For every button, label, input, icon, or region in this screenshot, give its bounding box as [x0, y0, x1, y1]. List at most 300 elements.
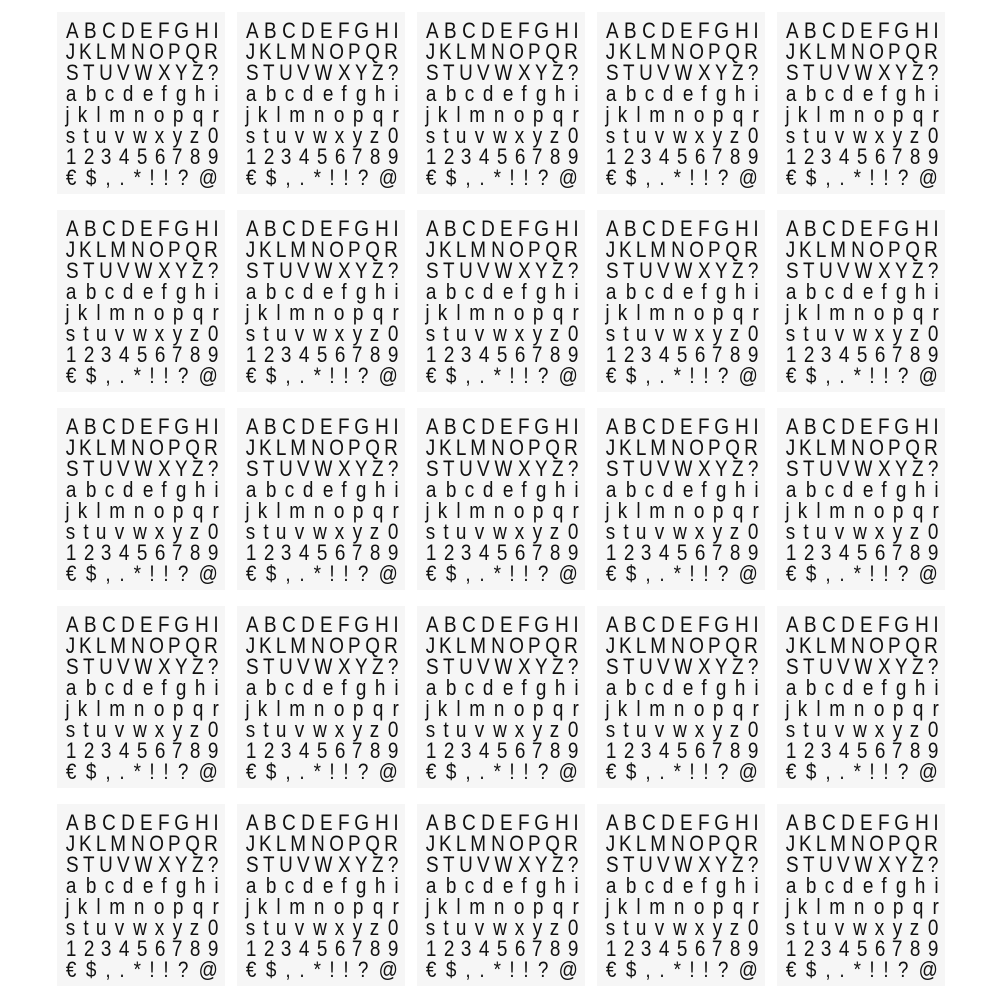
sticker-glyph: P — [708, 39, 721, 64]
sticker-glyph: V — [657, 654, 670, 679]
sticker-glyph: m — [289, 300, 305, 325]
sticker-glyph: r — [752, 498, 759, 523]
sticker-glyph: t — [442, 915, 449, 940]
sticker-glyph: a — [425, 477, 437, 502]
sticker-glyph: Z — [191, 60, 204, 85]
sticker-glyph: $ — [625, 363, 637, 388]
sticker-glyph: v — [654, 717, 665, 742]
sticker-glyph: e — [682, 81, 694, 106]
sticker-glyph: ? — [537, 561, 548, 586]
sticker-glyph: O — [688, 831, 704, 856]
sticker-glyph: K — [439, 237, 452, 262]
sticker-glyph: F — [877, 216, 890, 241]
sticker-glyph: $ — [625, 759, 637, 784]
sticker-glyph: w — [132, 519, 147, 544]
sticker-glyph: 2 — [83, 144, 95, 169]
sticker-glyph: 2 — [443, 342, 455, 367]
sticker-glyph: M — [290, 633, 307, 658]
sticker-glyph: u — [276, 915, 287, 940]
sticker-glyph: D — [300, 810, 315, 835]
sticker-glyph: j — [245, 894, 250, 919]
sticker-glyph: 4 — [479, 342, 490, 367]
sticker-glyph: J — [65, 435, 76, 460]
sticker-glyph: U — [99, 852, 113, 877]
sticker-glyph: F — [877, 810, 890, 835]
sticker-glyph: Y — [714, 852, 728, 877]
sticker-glyph: t — [802, 321, 809, 346]
sheet-row — [605, 917, 759, 938]
sticker-glyph: E — [859, 216, 873, 241]
sticker-glyph: u — [96, 717, 107, 742]
sticker-glyph: ! — [329, 759, 335, 784]
sticker-glyph: b — [85, 477, 96, 502]
sticker-glyph: w — [312, 519, 327, 544]
sticker-glyph: z — [729, 915, 740, 940]
sticker-glyph: 1 — [425, 540, 437, 565]
sticker-glyph: , — [105, 759, 111, 784]
sticker-glyph: Y — [354, 456, 368, 481]
sticker-glyph: e — [322, 477, 334, 502]
sticker-glyph: $ — [265, 165, 277, 190]
sticker-glyph: 3 — [461, 342, 472, 367]
sticker-glyph: 4 — [119, 936, 130, 961]
sticker-glyph: e — [862, 81, 874, 106]
sheet-row — [605, 614, 759, 635]
sticker-glyph: f — [161, 675, 168, 700]
sticker-glyph: € — [785, 165, 797, 190]
sticker-glyph: Q — [185, 633, 200, 658]
sticker-glyph: ! — [523, 561, 529, 586]
sticker-glyph: 9 — [207, 540, 219, 565]
sticker-glyph: z — [189, 519, 200, 544]
sticker-glyph: W — [854, 852, 873, 877]
sheet-row — [65, 125, 219, 146]
sticker-glyph: , — [465, 759, 471, 784]
sticker-glyph: p — [533, 102, 544, 127]
sticker-glyph: P — [888, 237, 901, 262]
sticker-glyph: ! — [883, 363, 889, 388]
sticker-glyph: y — [172, 915, 182, 940]
sticker-glyph: € — [245, 363, 257, 388]
sticker-glyph: G — [174, 810, 190, 835]
sticker-glyph: P — [348, 237, 361, 262]
sticker-glyph: V — [117, 852, 130, 877]
sticker-glyph: H — [194, 18, 209, 43]
sticker-glyph: H — [374, 612, 389, 637]
sticker-glyph: F — [877, 18, 890, 43]
sticker-glyph: 2 — [263, 342, 275, 367]
sticker-glyph: 3 — [281, 144, 292, 169]
sticker-glyph: r — [392, 498, 399, 523]
sticker-glyph: O — [688, 237, 704, 262]
sticker-glyph: M — [830, 435, 847, 460]
sticker-glyph: 6 — [694, 342, 705, 367]
sticker-glyph: $ — [265, 957, 277, 982]
sticker-glyph: 4 — [479, 540, 490, 565]
sticker-glyph: t — [262, 519, 269, 544]
sticker-glyph: 4 — [659, 144, 670, 169]
sticker-glyph: F — [157, 414, 170, 439]
sticker-glyph: e — [502, 81, 514, 106]
sticker-glyph: S — [606, 654, 619, 679]
sticker-glyph: p — [173, 102, 184, 127]
sticker-glyph: z — [549, 519, 560, 544]
sticker-glyph: f — [521, 873, 528, 898]
sticker-glyph: I — [213, 612, 219, 637]
sticker-glyph: 4 — [299, 144, 310, 169]
sticker-glyph: l — [635, 300, 641, 325]
sticker-glyph: s — [605, 123, 616, 148]
sticker-glyph: e — [322, 279, 334, 304]
sticker-glyph: H — [914, 216, 929, 241]
sheet-row — [785, 542, 939, 563]
sticker-glyph: . — [659, 165, 665, 190]
sticker-glyph: e — [142, 279, 154, 304]
sticker-glyph: B — [803, 216, 817, 241]
sheet-row — [425, 281, 579, 302]
sticker-glyph: m — [829, 894, 845, 919]
sticker-glyph: C — [101, 216, 116, 241]
sticker-glyph: b — [625, 675, 636, 700]
sticker-glyph: u — [816, 123, 827, 148]
sticker-glyph: o — [153, 894, 165, 919]
sticker-glyph: z — [189, 717, 200, 742]
sheet-row — [605, 146, 759, 167]
sticker-glyph: V — [477, 654, 490, 679]
sticker-glyph: J — [425, 237, 436, 262]
sticker-glyph: j — [785, 102, 790, 127]
sticker-glyph: e — [142, 873, 154, 898]
sticker-glyph: V — [297, 60, 310, 85]
sheet-row — [65, 542, 219, 563]
sheet-row — [425, 959, 579, 980]
sticker-glyph: y — [352, 123, 362, 148]
sticker-glyph: O — [688, 633, 704, 658]
sticker-glyph: R — [564, 237, 578, 262]
sticker-glyph: 0 — [207, 519, 219, 544]
sticker-glyph: w — [312, 321, 327, 346]
sheet-row — [425, 740, 579, 761]
sticker-glyph: h — [735, 675, 746, 700]
sticker-glyph: N — [490, 435, 505, 460]
sticker-glyph: S — [246, 258, 259, 283]
sticker-glyph: k — [617, 696, 628, 721]
sticker-glyph: t — [622, 717, 629, 742]
sticker-glyph: 5 — [856, 540, 868, 565]
sticker-glyph: F — [337, 216, 350, 241]
sticker-glyph: Y — [534, 258, 548, 283]
sticker-glyph: 6 — [154, 144, 165, 169]
sticker-glyph: w — [492, 717, 507, 742]
sheet-row — [785, 812, 939, 833]
sticker-sheet — [777, 408, 945, 590]
sticker-glyph: V — [297, 654, 310, 679]
sheet-row — [245, 83, 399, 104]
sticker-glyph: G — [714, 216, 730, 241]
sticker-glyph: z — [189, 915, 200, 940]
sticker-glyph: ! — [883, 759, 889, 784]
sticker-glyph: , — [285, 165, 291, 190]
sticker-glyph: N — [670, 237, 685, 262]
sticker-glyph: e — [142, 81, 154, 106]
sticker-glyph: 3 — [641, 342, 652, 367]
sticker-glyph: n — [134, 696, 145, 721]
sticker-glyph: A — [66, 810, 79, 835]
sticker-glyph: 3 — [821, 540, 832, 565]
sticker-glyph: V — [477, 60, 490, 85]
sticker-glyph: K — [619, 435, 632, 460]
sticker-glyph: f — [521, 477, 528, 502]
sticker-glyph: H — [734, 414, 749, 439]
sticker-glyph: t — [802, 123, 809, 148]
sticker-glyph: A — [606, 810, 619, 835]
sticker-glyph: ! — [869, 561, 875, 586]
sticker-glyph: f — [881, 873, 888, 898]
sticker-glyph: , — [105, 363, 111, 388]
sticker-glyph: i — [754, 873, 759, 898]
sticker-glyph: Y — [354, 654, 368, 679]
sticker-sheet — [597, 12, 765, 194]
sticker-glyph: G — [174, 216, 190, 241]
sticker-glyph: g — [175, 279, 187, 304]
sticker-glyph: T — [443, 60, 455, 85]
sheet-row — [65, 458, 219, 479]
sticker-glyph: W — [494, 456, 513, 481]
sheet-row — [785, 698, 939, 719]
sheet-row — [245, 260, 399, 281]
sticker-glyph: s — [425, 717, 436, 742]
sticker-glyph: , — [465, 957, 471, 982]
sticker-glyph: y — [172, 321, 182, 346]
sticker-glyph: k — [77, 498, 88, 523]
sheet-row — [785, 635, 939, 656]
sticker-glyph: C — [461, 612, 476, 637]
sticker-glyph: p — [533, 498, 544, 523]
sticker-glyph: U — [639, 654, 653, 679]
sticker-glyph: C — [821, 414, 836, 439]
sticker-glyph: l — [815, 894, 821, 919]
sticker-glyph: 7 — [532, 342, 543, 367]
sticker-glyph: J — [65, 237, 76, 262]
sticker-glyph: U — [639, 60, 653, 85]
sticker-glyph: ! — [343, 561, 349, 586]
sticker-glyph: J — [65, 831, 76, 856]
sticker-glyph: A — [426, 810, 439, 835]
sticker-glyph: k — [797, 894, 808, 919]
sticker-glyph: N — [850, 435, 865, 460]
sticker-glyph: W — [854, 60, 873, 85]
sticker-glyph: q — [372, 696, 384, 721]
sticker-glyph: Y — [534, 456, 548, 481]
sticker-glyph: w — [852, 915, 867, 940]
sticker-glyph: Z — [911, 258, 924, 283]
sticker-glyph: p — [713, 894, 724, 919]
sheet-row — [785, 656, 939, 677]
sticker-glyph: G — [894, 612, 910, 637]
sticker-glyph: 5 — [676, 738, 688, 763]
sticker-glyph: W — [314, 654, 333, 679]
sheet-row — [245, 812, 399, 833]
sticker-glyph: ! — [329, 561, 335, 586]
sticker-glyph: S — [426, 456, 439, 481]
sticker-glyph: L — [95, 831, 107, 856]
sticker-glyph: 3 — [281, 342, 292, 367]
sheet-row — [65, 500, 219, 521]
sticker-glyph: € — [605, 759, 617, 784]
sticker-glyph: 8 — [189, 342, 201, 367]
sticker-glyph: 8 — [549, 342, 561, 367]
sticker-glyph: 7 — [172, 342, 183, 367]
sticker-glyph: a — [785, 81, 797, 106]
sticker-glyph: y — [532, 915, 542, 940]
sticker-glyph: H — [914, 612, 929, 637]
sticker-glyph: p — [173, 498, 184, 523]
sticker-glyph: h — [195, 675, 206, 700]
sticker-glyph: C — [101, 18, 116, 43]
sticker-glyph: X — [877, 852, 891, 877]
sticker-glyph: e — [862, 873, 874, 898]
sticker-glyph: 1 — [65, 540, 77, 565]
sticker-glyph: M — [470, 39, 487, 64]
sticker-glyph: g — [175, 873, 187, 898]
sticker-glyph: y — [532, 717, 542, 742]
sticker-glyph: d — [663, 675, 674, 700]
sticker-glyph: 3 — [641, 540, 652, 565]
sticker-glyph: w — [852, 321, 867, 346]
sticker-glyph: Q — [545, 633, 560, 658]
sticker-glyph: L — [455, 39, 467, 64]
sticker-sheet — [417, 210, 585, 392]
sticker-sheet — [597, 408, 765, 590]
sticker-glyph: z — [729, 123, 740, 148]
sticker-glyph: Q — [365, 633, 380, 658]
sticker-glyph: O — [868, 435, 884, 460]
sticker-glyph: m — [469, 102, 485, 127]
sticker-glyph: 6 — [874, 144, 885, 169]
sticker-glyph: d — [843, 675, 854, 700]
sticker-glyph: E — [499, 810, 513, 835]
sticker-glyph: K — [619, 237, 632, 262]
sticker-glyph: Y — [174, 456, 188, 481]
sticker-glyph: l — [275, 102, 281, 127]
sticker-glyph: T — [623, 852, 635, 877]
sticker-glyph: F — [157, 216, 170, 241]
sticker-glyph: L — [815, 435, 827, 460]
sticker-glyph: M — [110, 237, 127, 262]
sticker-glyph: E — [319, 414, 333, 439]
sticker-glyph: f — [881, 675, 888, 700]
sticker-glyph: c — [464, 675, 475, 700]
sheet-row — [605, 761, 759, 782]
sticker-glyph: A — [246, 810, 259, 835]
sticker-glyph: h — [915, 477, 926, 502]
sticker-glyph: C — [461, 414, 476, 439]
sticker-glyph: L — [455, 435, 467, 460]
sticker-glyph: € — [605, 957, 617, 982]
sticker-glyph: a — [605, 675, 617, 700]
sticker-glyph: . — [119, 561, 125, 586]
sticker-glyph: ? — [207, 60, 219, 85]
sticker-glyph: M — [650, 633, 667, 658]
sticker-glyph: I — [393, 18, 399, 43]
sticker-glyph: i — [934, 675, 939, 700]
sticker-glyph: r — [392, 102, 399, 127]
sheet-row — [245, 62, 399, 83]
sticker-glyph: G — [714, 414, 730, 439]
sheet-row — [785, 104, 939, 125]
sticker-glyph: K — [259, 831, 272, 856]
sticker-glyph: 1 — [425, 936, 437, 961]
sheet-row — [605, 479, 759, 500]
sticker-glyph: h — [375, 873, 386, 898]
sticker-glyph: Z — [731, 258, 744, 283]
sticker-glyph: I — [933, 810, 939, 835]
sticker-glyph: . — [479, 363, 485, 388]
sticker-glyph: U — [459, 456, 473, 481]
sticker-glyph: N — [490, 39, 505, 64]
sticker-glyph: O — [328, 435, 344, 460]
sheet-row — [65, 761, 219, 782]
sticker-glyph: 4 — [659, 738, 670, 763]
sticker-glyph: Q — [365, 831, 380, 856]
sticker-glyph: m — [109, 300, 125, 325]
sticker-glyph: h — [375, 477, 386, 502]
sticker-glyph: L — [275, 435, 287, 460]
sticker-glyph: w — [132, 717, 147, 742]
sticker-glyph: C — [641, 810, 656, 835]
sticker-glyph: W — [134, 60, 153, 85]
sticker-glyph: A — [426, 18, 439, 43]
sticker-glyph: w — [492, 123, 507, 148]
sticker-glyph: 6 — [694, 540, 705, 565]
sticker-glyph: ! — [343, 759, 349, 784]
sticker-glyph: f — [701, 477, 708, 502]
sticker-glyph: n — [494, 102, 505, 127]
sticker-glyph: i — [574, 477, 579, 502]
sticker-glyph: Y — [714, 654, 728, 679]
sticker-glyph: b — [265, 873, 276, 898]
sticker-glyph: 1 — [245, 738, 257, 763]
sticker-glyph: N — [310, 633, 325, 658]
sticker-glyph: 9 — [927, 144, 939, 169]
sticker-glyph: d — [123, 279, 134, 304]
sheet-row — [785, 239, 939, 260]
sticker-glyph: * — [133, 957, 141, 982]
sticker-glyph: E — [319, 18, 333, 43]
sticker-glyph: l — [95, 894, 101, 919]
sticker-glyph: g — [535, 279, 547, 304]
sticker-glyph: @ — [738, 759, 758, 784]
sticker-glyph: , — [645, 561, 651, 586]
sticker-glyph: N — [310, 237, 325, 262]
sticker-glyph: w — [312, 915, 327, 940]
sticker-glyph: j — [785, 894, 790, 919]
sticker-glyph: o — [873, 696, 885, 721]
sticker-glyph: A — [246, 414, 259, 439]
sticker-glyph: U — [819, 258, 833, 283]
sticker-glyph: y — [712, 123, 722, 148]
sticker-glyph: F — [337, 810, 350, 835]
sticker-glyph: U — [99, 258, 113, 283]
sticker-glyph: p — [353, 102, 364, 127]
sticker-glyph: d — [663, 873, 674, 898]
sticker-glyph: ? — [207, 852, 219, 877]
sheet-row — [785, 125, 939, 146]
sticker-glyph: F — [877, 612, 890, 637]
sticker-glyph: Z — [551, 852, 564, 877]
sticker-glyph: F — [697, 216, 710, 241]
sticker-glyph: d — [483, 873, 494, 898]
